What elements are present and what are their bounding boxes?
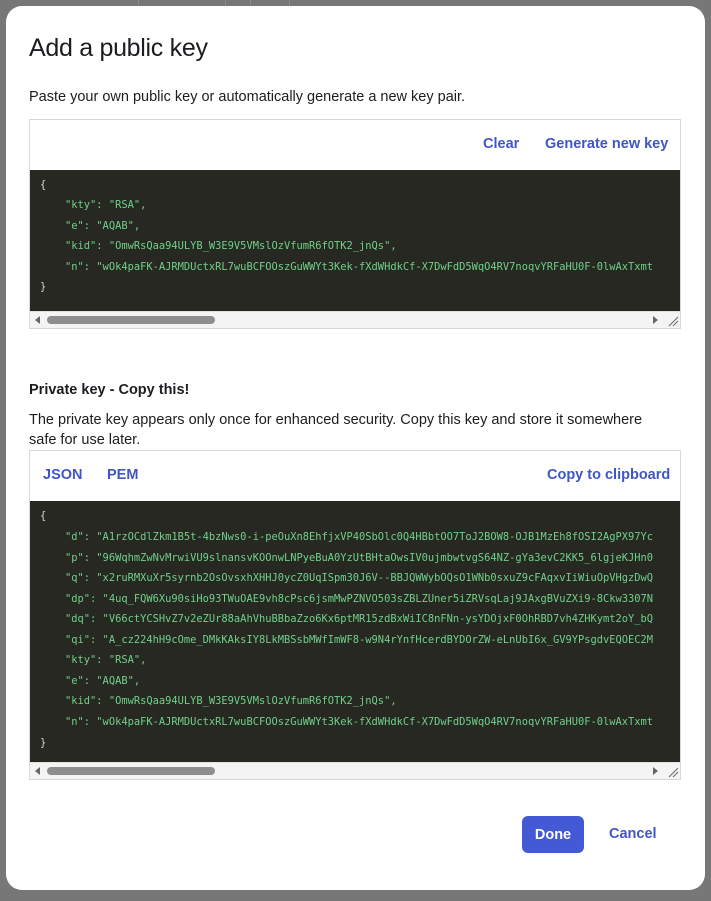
- copy-to-clipboard-button[interactable]: Copy to clipboard: [547, 467, 671, 483]
- private-key-editor[interactable]: [30, 501, 680, 764]
- tab-json[interactable]: JSON: [43, 467, 83, 483]
- generate-new-key-button[interactable]: Generate new key: [545, 136, 669, 152]
- code-line: "qi": "A_cz224hH9cOme_DMkKAksIY8LkMBSsbMWfImWF8-w9N4rYnfHcerdBYDOrZW-eLnUbI6x_GV9YPsgdvEQOEC2M: [40, 634, 654, 646]
- code-line: "dp": "4uq_FQW6Xu90siHo93TWuOAE9vh8cPsc6jsmMwPZNVO503sZBLZUner5iZRVsqLaj9JAxgBVuZXi9-8Ckw3307N: [40, 593, 654, 605]
- code-line: "d": "A1rzOCdlZkm1B5t-4bzNws0-i-peOuXn8EhfjxVP40SbOlc0Q4HBbtOO7ToJ2BOW8-OJB1MzEh8fOSI2AgPX97Yc: [40, 531, 654, 543]
- code-line: }: [40, 281, 47, 293]
- code-line: "kty": "RSA",: [40, 654, 147, 666]
- public-key-toolbar: [30, 120, 680, 170]
- public-key-panel: [29, 119, 681, 329]
- resize-grip-icon[interactable]: [667, 766, 679, 778]
- code-line: "e": "AQAB",: [40, 675, 141, 687]
- clear-button[interactable]: Clear: [483, 136, 520, 152]
- scroll-left-icon[interactable]: [35, 316, 40, 324]
- cancel-button[interactable]: Cancel: [602, 816, 664, 853]
- public-key-editor[interactable]: [30, 170, 680, 313]
- horizontal-scrollbar[interactable]: [30, 311, 680, 328]
- resize-grip-icon[interactable]: [667, 315, 679, 327]
- code-line: {: [40, 179, 47, 191]
- horizontal-scrollbar[interactable]: [30, 762, 680, 779]
- scroll-right-icon[interactable]: [653, 316, 658, 324]
- dialog-description: Paste your own public key or automatically generate a new key pair.: [29, 89, 466, 105]
- dialog-title: Add a public key: [29, 34, 208, 62]
- scrollbar-thumb[interactable]: [47, 316, 215, 324]
- code-line: "kid": "OmwRsQaa94ULYB_W3E9V5VMslOzVfumR6fOTK2_jnQs",: [40, 240, 397, 252]
- scroll-right-icon[interactable]: [653, 767, 658, 775]
- code-line: "n": "wOk4paFK-AJRMDUctxRL7wuBCFOOszGuWWYt3Kek-fXdWHdkCf-X7DwFdD5WqO4RV7noqvYRFaHU0F-0lwAxTxmt: [40, 261, 654, 273]
- scroll-left-icon[interactable]: [35, 767, 40, 775]
- done-button[interactable]: Done: [522, 816, 584, 853]
- add-public-key-dialog: [6, 6, 705, 890]
- code-line: }: [40, 737, 47, 749]
- code-line: "n": "wOk4paFK-AJRMDUctxRL7wuBCFOOszGuWWYt3Kek-fXdWHdkCf-X7DwFdD5WqO4RV7noqvYRFaHU0F-0lwAxTxmt: [40, 716, 654, 728]
- tab-pem[interactable]: PEM: [107, 467, 139, 483]
- private-key-panel: [29, 450, 681, 780]
- code-line: {: [40, 510, 47, 522]
- scrollbar-thumb[interactable]: [47, 767, 215, 775]
- code-line: "kty": "RSA",: [40, 199, 147, 211]
- private-key-toolbar: [30, 451, 680, 501]
- code-line: "p": "96WqhmZwNvMrwiVU9slnansvKOOnwLNPyeBuA0YzUtBHtaOwsIV0ujmbwtvgS64NZ-gYa3evC2KK5_6lgjeKJHn0: [40, 552, 654, 564]
- code-line: "e": "AQAB",: [40, 220, 141, 232]
- code-line: "kid": "OmwRsQaa94ULYB_W3E9V5VMslOzVfumR6fOTK2_jnQs",: [40, 695, 397, 707]
- private-key-heading: Private key - Copy this!: [29, 382, 190, 398]
- code-line: "q": "x2ruRMXuXr5syrnb2OsOvsxhXHHJ0ycZ0UqISpm30J6V--BBJQWWybOQsO1WNb0sxuZ9cFAqxvIiWiuOpVHgzDwQ: [40, 572, 654, 584]
- code-line: "dq": "V66ctYCSHvZ7v2eZUr88aAhVhuBBbaZzo6Kx6ptMR15zdBxWiIC8nFNn-ysYDOjxF0OhRBD7vh4ZHKymt2oY_bQ: [40, 613, 654, 625]
- private-key-description: The private key appears only once for enhanced security. Copy this key and store it somewhere safe for use later.: [29, 412, 643, 448]
